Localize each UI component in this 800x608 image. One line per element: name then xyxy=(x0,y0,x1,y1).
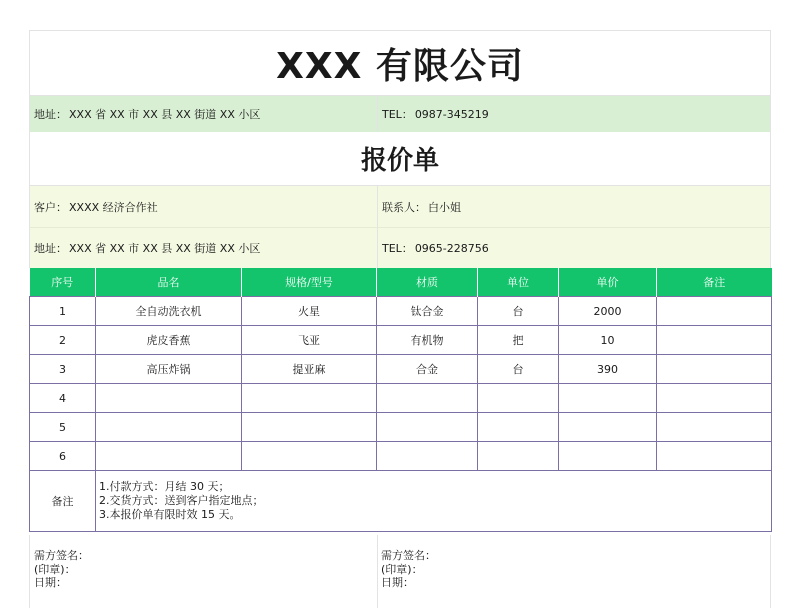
customer-label: 客户： xyxy=(34,200,67,214)
header-cell-remark: 备注 xyxy=(657,268,772,297)
table-row xyxy=(30,297,772,326)
cell-unit[interactable] xyxy=(478,442,559,471)
customer-cell xyxy=(30,186,377,227)
signature-name-label: 需方签名： xyxy=(34,549,89,562)
cell-remark[interactable] xyxy=(657,297,772,326)
cell-price[interactable]: 390 xyxy=(559,355,657,384)
customer-address-value: XXX 省 XX 市 XX 县 XX 街道 XX 小区 xyxy=(69,242,261,255)
cell-name[interactable]: 虎皮香蕉 xyxy=(96,326,242,355)
contact-label: 联系人： xyxy=(382,200,426,214)
customer-value: XXXX 经济合作社 xyxy=(69,200,158,214)
customer-tel-cell xyxy=(377,228,772,268)
cell-price[interactable] xyxy=(559,442,657,471)
signature-block-left xyxy=(34,549,89,590)
customer-address-cell xyxy=(30,228,377,268)
remarks-label: 备注 xyxy=(30,471,96,532)
table-row xyxy=(30,442,772,471)
header-cell-name: 品名 xyxy=(96,268,242,297)
table-header-row xyxy=(30,268,772,297)
contact-cell xyxy=(377,186,772,227)
cell-spec[interactable]: 飞亚 xyxy=(242,326,377,355)
company-address-label: 地址： xyxy=(34,108,67,121)
company-address-value: XXX 省 XX 市 XX 县 XX 街道 XX 小区 xyxy=(69,108,261,121)
cell-material[interactable] xyxy=(377,384,478,413)
customer-row xyxy=(29,186,771,228)
company-address-cell xyxy=(30,96,377,132)
remarks-content[interactable] xyxy=(96,471,772,532)
company-tel-value: 0987-345219 xyxy=(414,107,489,121)
remarks-line-1: 1.付款方式：月结 30 天； xyxy=(99,480,230,493)
cell-remark[interactable] xyxy=(657,355,772,384)
cell-material[interactable]: 钛合金 xyxy=(377,297,478,326)
remarks-row xyxy=(30,471,772,532)
header-cell-spec: 规格/型号 xyxy=(242,268,377,297)
cell-name[interactable] xyxy=(96,442,242,471)
cell-unit[interactable]: 把 xyxy=(478,326,559,355)
cell-index[interactable]: 4 xyxy=(30,384,96,413)
table-row xyxy=(30,384,772,413)
quote-title-row xyxy=(29,132,771,186)
cell-name[interactable] xyxy=(96,413,242,442)
cell-remark[interactable] xyxy=(657,413,772,442)
cell-spec[interactable] xyxy=(242,442,377,471)
signature-date-label: 日期： xyxy=(381,576,414,589)
cell-unit[interactable] xyxy=(478,413,559,442)
cell-unit[interactable] xyxy=(478,384,559,413)
customer-address-label: 地址： xyxy=(34,242,67,255)
cell-unit[interactable]: 台 xyxy=(478,297,559,326)
company-address-row xyxy=(29,96,771,132)
cell-remark[interactable] xyxy=(657,442,772,471)
signature-name-label: 需方签名： xyxy=(381,549,436,562)
cell-index[interactable]: 3 xyxy=(30,355,96,384)
cell-unit[interactable]: 台 xyxy=(478,355,559,384)
signature-seal-label: (印章)： xyxy=(34,562,76,576)
customer-address-row xyxy=(29,228,771,268)
cell-spec[interactable] xyxy=(242,413,377,442)
cell-index[interactable]: 6 xyxy=(30,442,96,471)
items-table xyxy=(29,268,772,532)
table-row xyxy=(30,355,772,384)
remarks-line-2: 2.交货方式：送到客户指定地点； xyxy=(99,494,264,507)
cell-material[interactable] xyxy=(377,413,478,442)
cell-material[interactable] xyxy=(377,442,478,471)
cell-material[interactable]: 合金 xyxy=(377,355,478,384)
signature-row xyxy=(29,535,771,608)
company-tel-label: TEL： xyxy=(382,108,413,121)
cell-price[interactable] xyxy=(559,384,657,413)
customer-tel-label: TEL： xyxy=(382,242,413,255)
cell-spec[interactable] xyxy=(242,384,377,413)
signature-date-label: 日期： xyxy=(34,576,67,589)
company-tel-cell xyxy=(377,96,772,132)
cell-name[interactable] xyxy=(96,384,242,413)
company-title: XXX 有限公司 xyxy=(276,45,524,87)
cell-material[interactable]: 有机物 xyxy=(377,326,478,355)
cell-spec[interactable]: 火星 xyxy=(242,297,377,326)
signature-block-right xyxy=(381,549,436,590)
cell-name[interactable]: 全自动洗衣机 xyxy=(96,297,242,326)
quote-title: 报价单 xyxy=(360,146,439,176)
company-title-row xyxy=(29,30,771,96)
signature-divider xyxy=(377,535,378,608)
cell-remark[interactable] xyxy=(657,384,772,413)
signature-seal-label: (印章)： xyxy=(381,562,423,576)
cell-price[interactable] xyxy=(559,413,657,442)
remarks-line-3: 3.本报价单有限时效 15 天。 xyxy=(99,508,241,521)
cell-index[interactable]: 1 xyxy=(30,297,96,326)
customer-tel-value: 0965-228756 xyxy=(414,241,489,255)
header-cell-index: 序号 xyxy=(30,268,96,297)
cell-name[interactable]: 高压炸锅 xyxy=(96,355,242,384)
cell-remark[interactable] xyxy=(657,326,772,355)
cell-price[interactable]: 2000 xyxy=(559,297,657,326)
cell-index[interactable]: 2 xyxy=(30,326,96,355)
contact-value: 白小姐 xyxy=(428,200,461,214)
header-cell-unit: 单位 xyxy=(478,268,559,297)
cell-spec[interactable]: 提亚麻 xyxy=(242,355,377,384)
header-cell-material: 材质 xyxy=(377,268,478,297)
table-row xyxy=(30,326,772,355)
quotation-sheet xyxy=(29,30,771,608)
cell-price[interactable]: 10 xyxy=(559,326,657,355)
cell-index[interactable]: 5 xyxy=(30,413,96,442)
table-row xyxy=(30,413,772,442)
header-cell-price: 单价 xyxy=(559,268,657,297)
